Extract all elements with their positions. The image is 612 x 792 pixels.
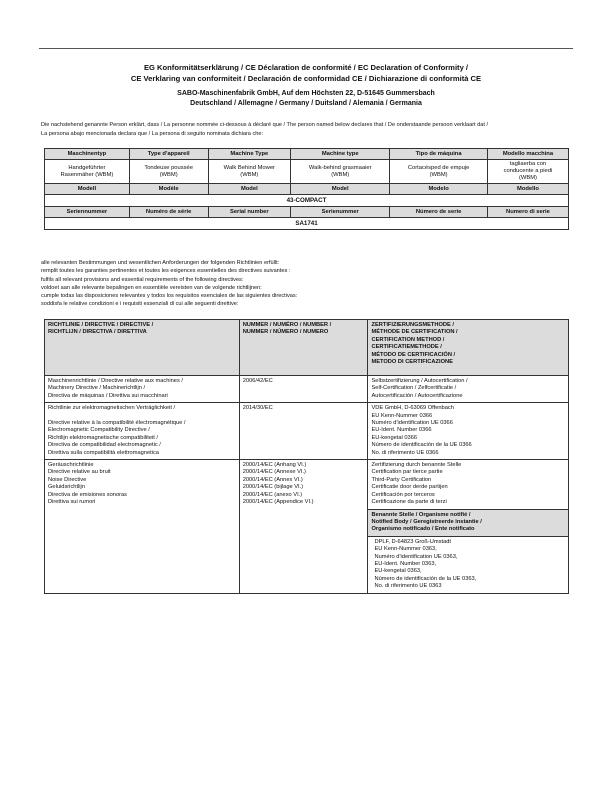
- document-title: [20, 62, 592, 84]
- cell-line: Certificatie door derde partijen: [371, 484, 448, 491]
- directive-name: [45, 376, 240, 403]
- cell-line: Selbstzertifizierung / Autocertification /: [371, 378, 468, 384]
- model-header: Modelo: [390, 184, 488, 195]
- cell-line: Geräuschrichtlinie: [48, 462, 94, 469]
- certification-method: [368, 460, 569, 509]
- number-column-header: [239, 320, 368, 376]
- machinery-directive-row: [45, 376, 569, 403]
- header-line: CERTIFICATIEMETHODE /: [371, 344, 442, 351]
- header-line: MÉTHODE DE CERTIFICATION /: [371, 329, 458, 336]
- cell-line: Benannte Stelle / Organisme notifié /: [371, 511, 471, 518]
- model-row: [45, 195, 569, 207]
- cell-line: 2000/14/EC (Appendice VI.): [242, 499, 314, 506]
- cell-line: EU-kengetal 0366: [371, 434, 418, 441]
- cell-line: No. di riferimento UE 0363: [374, 583, 442, 590]
- requirement-line: soddisfa le relative condizioni e i requisiti essenziali di cui alle seguenti direttive:: [41, 301, 239, 308]
- cell-line: Autocertificación / Autocertificazione: [371, 392, 463, 399]
- serial-value: SA1741: [45, 218, 569, 230]
- certification-method: [368, 376, 569, 403]
- serial-header: Numero di serie: [487, 207, 568, 218]
- title-line: EG Konformitätserklärung / CE Déclaration de conformité / EC Declaration of Conformity /: [143, 63, 469, 72]
- value-line: (WBM): [429, 171, 448, 178]
- serial-header: Seriennummer: [45, 207, 130, 218]
- cell-line: Direttiva sui rumori: [48, 499, 96, 506]
- serial-header: Serial number: [208, 207, 291, 218]
- cell-line: 2000/14/EC (bijlage VI.): [242, 484, 304, 491]
- value-line: Rasenmäher (WBM): [60, 171, 114, 178]
- machine-type-value: [487, 160, 568, 184]
- cell-spacer: [48, 413, 236, 420]
- cell-line: EU-Ident. Number 0363,: [374, 560, 437, 567]
- cell-line: Certificación por terceros: [371, 491, 435, 498]
- cell-line: Certificazione da parte di terzi: [371, 499, 447, 506]
- header-line: RICHTLINIE / DIRECTIVE / DIRECTIVE /: [48, 322, 154, 328]
- cell-line: Directive relative à la compatibilité électromagnétique /: [48, 420, 186, 427]
- machine-type-header: Modello macchina: [487, 149, 568, 160]
- noise-directive-row: [45, 460, 569, 509]
- certification-column-header: [368, 320, 569, 376]
- cell-line: Número de identificación de la UE 0363,: [374, 575, 477, 582]
- cell-line: Third-Party Certification: [371, 476, 432, 483]
- value-line: (WBM): [240, 171, 259, 178]
- cell-line: Machinery Directive / Machinerichtlijn /: [48, 385, 146, 392]
- model-header: Modell: [45, 184, 130, 195]
- directives-header-row: [45, 320, 569, 376]
- machine-type-header: Machine type: [291, 149, 390, 160]
- cell-line: Zertifizierung durch benannte Stelle: [371, 462, 462, 469]
- machine-type-value: [291, 160, 390, 184]
- cell-line: 2014/30/EC: [242, 405, 273, 412]
- machine-type-value: [208, 160, 291, 184]
- header-line: MÉTODO DE CERTIFICACIÓN /: [371, 351, 456, 358]
- model-header-row: [45, 184, 569, 195]
- directives-table: [44, 319, 569, 594]
- cell-line: VDE GmbH, D-63069 Offenbach: [371, 405, 454, 412]
- value-line: conducente a piedi: [503, 168, 553, 174]
- directive-name: [45, 403, 240, 460]
- title-line: CE Verklaring van conformiteit / Declaración de conformidad CE / Dichiarazione di conformità CE: [130, 74, 482, 83]
- serial-header: Número de serie: [390, 207, 488, 218]
- requirement-line: cumple todas las disposiciones relevantes y todos los requisitos esenciales de las siguientes directivas:: [41, 293, 298, 300]
- cell-line: Self-Certification / Zelfcertificatie /: [371, 385, 457, 392]
- serial-row: [45, 218, 569, 230]
- company-line: Deutschland / Allemagne / Germany / Duitsland / Alemania / Germania: [190, 100, 422, 107]
- cell-line: Numéro d'identification UE 0363,: [374, 553, 458, 560]
- notified-body-header: [368, 509, 569, 536]
- cell-line: Notified Body / Geregistreerde instantie /: [371, 518, 482, 525]
- notified-body-details: [368, 536, 569, 593]
- certification-method: [368, 403, 569, 460]
- value-line: Cortacésped de empuje: [407, 164, 470, 171]
- model-header: Modello: [487, 184, 568, 195]
- value-line: Tondeuse poussée: [144, 164, 193, 171]
- cell-line: 2000/14/EC (Annexe VI.): [242, 469, 306, 476]
- cell-line: Numéro d'identification UE 0366: [371, 420, 453, 427]
- machine-type-header: Machine Type: [208, 149, 291, 160]
- cell-line: 2000/14/EC (Annex VI.): [242, 476, 303, 483]
- value-line: (WBM): [159, 171, 178, 178]
- requirement-line: fulfils all relevant provisions and essential requirements of the following directives:: [41, 276, 244, 283]
- cell-line: Directive relative au bruit: [48, 469, 111, 476]
- cell-line: Directiva de compatibilidad electromagnetic /: [48, 442, 161, 449]
- header-line: ZERTIFIZIERUNGSMETHODE /: [371, 322, 454, 328]
- machine-type-header: Maschinentyp: [45, 149, 130, 160]
- value-line: (WBM): [518, 175, 537, 181]
- cell-line: Electromagnetic Compatibility Directive /: [48, 427, 150, 434]
- cell-line: EU Kenn-Nummer 0363,: [374, 546, 437, 553]
- cell-line: 2006/42/EC: [242, 378, 273, 384]
- directive-number: [239, 376, 368, 403]
- header-line: CERTIFICATION METHOD /: [371, 336, 445, 343]
- cell-line: Número de identificación de la UE 0366: [371, 442, 472, 449]
- machine-type-value: [45, 160, 130, 184]
- serial-header: Numéro de série: [129, 207, 208, 218]
- cell-line: Certification par tierce partie: [371, 469, 443, 476]
- cell-line: Geluidsrichtlijn: [48, 484, 85, 491]
- emc-directive-row: [45, 403, 569, 460]
- serial-header: Serienummer: [291, 207, 390, 218]
- machine-type-value: [390, 160, 488, 184]
- cell-line: Organismo notificado / Ente notificato: [371, 526, 475, 533]
- machine-table: [44, 148, 569, 230]
- header-line: RICHTLIJN / DIRECTIVA / DIRETTIVA: [48, 329, 147, 336]
- manufacturer-address: [20, 89, 592, 109]
- cell-line: 2000/14/EC (Anhang VI.): [242, 462, 307, 469]
- machine-type-header: Type d'appareil: [129, 149, 208, 160]
- header-line: NUMMER / NUMÉRO / NUMBER /: [242, 322, 332, 328]
- model-header: Model: [291, 184, 390, 195]
- top-divider: [39, 48, 573, 49]
- cell-line: Directiva de máquinas / Direttiva sui macchinari: [48, 392, 168, 399]
- machine-type-value: [129, 160, 208, 184]
- intro-line: Die nachstehend genannte Person erklärt, dass / La personne nommée ci-dessous à déclaré que / The person named below declares that / De onderstaande persoon verklaart dat /: [41, 122, 489, 128]
- cell-line: Maschinenrichtlinie / Directive relative aux machines /: [48, 378, 183, 384]
- value-line: (WBM): [331, 171, 350, 178]
- value-line: Walk Behind Mower: [223, 164, 275, 171]
- company-line: SABO-Maschinenfabrik GmbH, Auf dem Höchsten 22, D-51645 Gummersbach: [177, 90, 435, 97]
- value-line: tagliaerba con: [509, 161, 547, 167]
- cell-line: Richtlinie zur elektromagnetischen Verträglichkeit /: [48, 405, 176, 412]
- value-line: Walk-behind grasmaaier: [308, 164, 372, 171]
- cell-line: Direttiva sulla compatibilità elettromagnetica: [48, 449, 159, 456]
- machine-type-header-row: [45, 149, 569, 160]
- cell-line: 2000/14/EC (anexo VI.): [242, 491, 303, 498]
- value-line: Handgeführter: [68, 164, 106, 171]
- model-header: Modèle: [129, 184, 208, 195]
- cell-line: Richtlijn elektromagnetische compatibiliteit /: [48, 434, 159, 441]
- cell-line: No. di riferimento UE 0366: [371, 449, 439, 456]
- directive-column-header: [45, 320, 240, 376]
- directive-number: [239, 460, 368, 594]
- serial-header-row: [45, 207, 569, 218]
- requirement-line: voldoet aan alle relevante bepalingen en essentiële vereisten van de volgende richtlijnen:: [41, 284, 262, 291]
- requirements-paragraph: [41, 259, 581, 309]
- header-line: NUMMER / NÚMERO / NUMERO: [242, 329, 329, 336]
- cell-line: EU-kengetal 0363,: [374, 568, 422, 575]
- cell-line: DPLF, D-64823 Groß-Umstadt: [374, 538, 451, 545]
- model-header: Model: [208, 184, 291, 195]
- directive-number: [239, 403, 368, 460]
- header-line: METODO DI CERTIFICAZIONE: [371, 359, 453, 366]
- cell-line: Noise Directive: [48, 476, 87, 483]
- cell-line: EU-Ident. Number 0366: [371, 427, 432, 434]
- intro-line: La persona abajo mencionada declara que / La persona di seguito nominata dichiara che:: [41, 130, 264, 137]
- machine-type-values-row: [45, 160, 569, 184]
- cell-line: Directiva de emisiones sonoras: [48, 491, 128, 498]
- machine-type-header: Tipo de máquina: [390, 149, 488, 160]
- intro-paragraph: [41, 121, 581, 138]
- requirement-line: alle relevanten Bestimmungen und wesentlichen Anforderungen der folgenden Richtlinien erfüllt:: [41, 260, 280, 266]
- directive-name: [45, 460, 240, 594]
- model-value: 43-COMPACT: [45, 195, 569, 207]
- requirement-line: remplit toutes les garanties pertinentes et toutes les exigences essentielles des directives suivantes :: [41, 268, 291, 275]
- cell-line: EU Kenn-Nummer 0366: [371, 412, 433, 419]
